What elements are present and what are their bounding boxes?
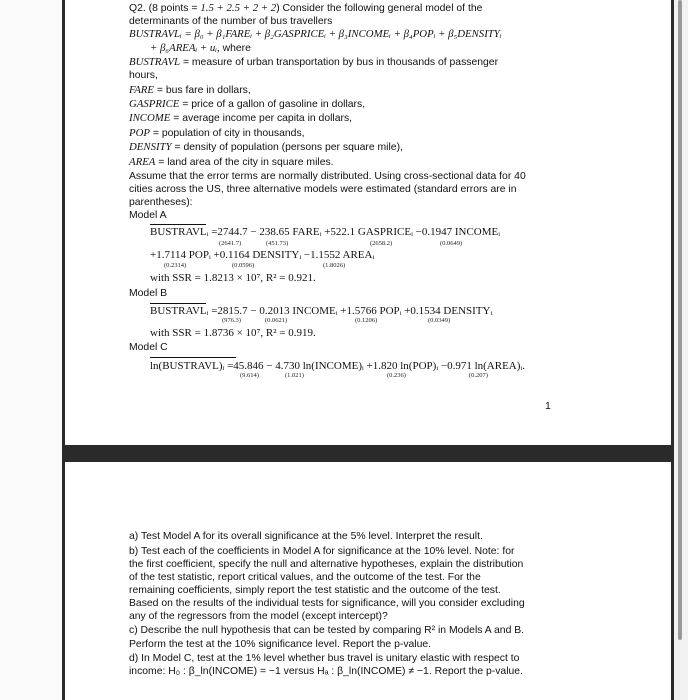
model-b-se: (0.0621): [265, 317, 288, 324]
question-header: Q2. (8 points = 1.5 + 2.5 + 2 + 2) Consider the following general model of the: [129, 2, 483, 14]
definition-busstravl: BUSTRAVL = measure of urban transportation by bus in thousands of passenger: [129, 56, 499, 68]
model-a-se: (0.0649): [440, 240, 463, 247]
definition-busstravl-cont: hours,: [129, 70, 158, 81]
task-b-line2: the first coefficient, specify the null and alternative hypotheses, explain the distribution: [129, 559, 524, 570]
left-margin: [0, 0, 62, 700]
task-c-line2: Perform the test at the 10% significance level. Report the p-value.: [129, 639, 432, 650]
model-a-se: (1.8026): [323, 262, 346, 269]
model-a-se: (2658.2): [370, 240, 393, 247]
model-a-se: (0.0596): [232, 262, 255, 269]
model-c-hat: [150, 357, 236, 358]
model-a-equation-line2: +1.7114 POPᵢ +0.1164 DENSITYᵢ −1.1552 AREAᵢ: [150, 249, 375, 261]
question-header-line2: determinants of the number of bus travellers: [129, 16, 333, 27]
document-page-1: [65, 0, 671, 445]
page-number: 1: [545, 400, 551, 412]
model-a-se: (2641.7): [219, 240, 242, 247]
model-a-equation-line1: BUSTRAVLᵢ =2744.7 − 238.65 FAREᵢ +522.1 GASPRICEᵢ −0.1947 INCOMEᵢ: [150, 226, 501, 238]
assumption-line3: parentheses):: [129, 197, 193, 208]
model-b-fit: with SSR = 1.8736 × 10⁷, R² = 0.919.: [150, 327, 316, 339]
task-b-line3: of the test statistic, report critical values, and the outcome of the test. For the: [129, 572, 481, 583]
definition-income: INCOME = average income per capita in dollars,: [129, 112, 353, 124]
assumption-line2: cities across the US, three alternative models were estimated (standard errors are in: [129, 184, 517, 195]
task-b-line6: any of the regressors from the model (except intercept)?: [129, 611, 388, 622]
model-b-se: (0.0349): [428, 317, 451, 324]
task-b-line5: Based on the results of the individual tests for significance, will you consider excluding: [129, 598, 525, 609]
task-a: a) Test Model A for its overall significance at the 5% level. Interpret the result.: [129, 531, 483, 542]
model-c-equation: ln(BUSTRAVL)ᵢ =45.846 − 4.730 ln(INCOME)ᵢ +1.820 ln(POP)ᵢ −0.971 ln(AREA)ᵢ.: [150, 360, 525, 372]
model-b-se: (0.1206): [355, 317, 378, 324]
model-c-se: (0.207): [469, 372, 488, 379]
model-c-se: (0.236): [387, 372, 406, 379]
document-page-2: [65, 462, 671, 700]
definition-fare: FARE = bus fare in dollars,: [129, 84, 251, 96]
model-c-se: (9.614): [240, 372, 259, 379]
general-model-line2: + β₆AREAᵢ + uᵢ, where: [150, 42, 251, 54]
model-b-se: (976.3): [222, 317, 241, 324]
task-d-line2: income: H₀ : β_ln(INCOME) = −1 versus Hₐ : β_ln(INCOME) ≠ −1. Report the p-value.: [129, 666, 523, 677]
model-b-hat: [150, 303, 206, 304]
task-b-line4: remaining coefficients, simply report the test statistic and the outcome of the test.: [129, 585, 501, 596]
task-d-line1: d) In Model C, test at the 1% level whether bus travel is unitary elastic with respect to: [129, 653, 520, 664]
definition-pop: POP = population of city in thousands,: [129, 127, 305, 139]
vertical-scrollbar[interactable]: [678, 0, 682, 640]
model-a-hat: [150, 224, 206, 225]
task-c-line1: c) Describe the null hypothesis that can be tested by comparing R² in Models A and B.: [129, 625, 525, 636]
definition-gasprice: GASPRICE = price of a gallon of gasoline in dollars,: [129, 98, 366, 110]
assumption-line1: Assume that the error terms are normally distributed. Using cross-sectional data for 40: [129, 171, 526, 182]
model-c-title: Model C: [129, 342, 168, 353]
model-b-title: Model B: [129, 288, 168, 299]
model-a-se: (0.2314): [164, 262, 187, 269]
model-b-equation: BUSTRAVLᵢ =2815.7 − 0.2013 INCOMEᵢ +1.5766 POPᵢ +0.1534 DENSITYᵢ: [150, 305, 493, 317]
task-b-line1: b) Test each of the coefficients in Model A for significance at the 10% level. Note: for: [129, 546, 515, 557]
model-c-se: (1.021): [285, 372, 304, 379]
model-a-fit: with SSR = 1.8213 × 10⁷, R² = 0.921.: [150, 272, 316, 284]
definition-density: DENSITY = density of population (persons per square mile),: [129, 141, 403, 153]
definition-area: AREA = land area of the city in square miles.: [129, 156, 334, 168]
model-a-se: (451.73): [266, 240, 289, 247]
general-model-line1: BUSTRAVLᵢ = β₀ + β₁FAREᵢ + β₂GASPRICEᵢ + β₃INCOMEᵢ + β₄POPᵢ + β₅DENSITYᵢ: [129, 28, 502, 40]
model-a-title: Model A: [129, 210, 167, 221]
